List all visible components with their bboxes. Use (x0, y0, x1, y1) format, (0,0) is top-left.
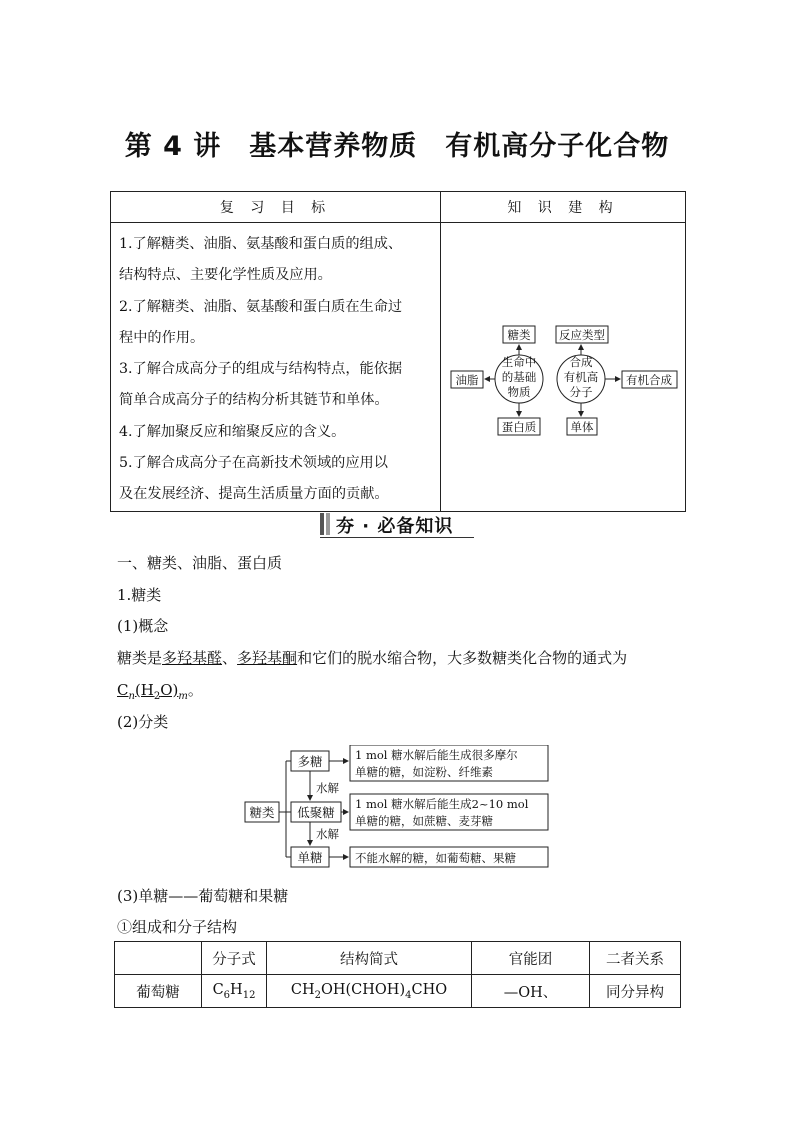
knowledge-diagram-cell (441, 223, 686, 512)
sub-composition: ①组成和分子结构 (117, 918, 238, 936)
properties-table (114, 941, 681, 1008)
functional-group: —OH、 (472, 975, 590, 1008)
header-cell: 分子式 (202, 942, 267, 975)
goals-cell (111, 223, 441, 512)
circle-text: 物质 (507, 385, 531, 399)
header-cell: 二者关系 (590, 942, 681, 975)
f: n (128, 691, 135, 702)
oligo-desc: 1 mol 糖水解后能生成2~10 mol (355, 797, 529, 811)
table-header-row (115, 942, 681, 975)
term-polyhydroxy-aldehyde: 多羟基醛 (162, 649, 223, 667)
box-text: 蛋白质 (501, 420, 537, 434)
f: C (212, 981, 224, 998)
knowledge-diagram (441, 223, 686, 505)
text: 和它们的脱水缩合物，大多数糖类化合物的通式为 (297, 649, 628, 667)
f: C (117, 681, 129, 699)
knowledge-header: 知 识 建 构 (441, 192, 686, 223)
goal-line: 1.了解糖类、油脂、氨基酸和蛋白质的组成、 (119, 236, 403, 252)
banner-bar (326, 513, 330, 535)
classification-diagram (244, 745, 554, 871)
f: H (230, 981, 243, 998)
sub-classification: (2)分类 (117, 713, 169, 731)
goal-line: 4.了解加聚反应和缩聚反应的含义。 (119, 423, 346, 440)
box-text: 反应类型 (559, 328, 605, 342)
hydrolysis-label: 水解 (316, 781, 339, 795)
mono-label: 单糖 (297, 850, 323, 865)
circle-text: 生命中 (501, 355, 537, 369)
box-text: 油脂 (455, 373, 479, 387)
concept-line (117, 647, 627, 668)
poly-label: 多糖 (297, 754, 323, 769)
goal-line: 5.了解合成高分子在高新技术领域的应用以 (119, 455, 388, 472)
poly-desc: 单糖的糖，如淀粉、纤维素 (355, 765, 493, 779)
text: 。 (187, 681, 203, 699)
f: 4 (405, 989, 412, 1001)
circle-text: 合成 (569, 355, 593, 369)
hydrolysis-label: 水解 (316, 827, 339, 841)
f: 12 (242, 989, 256, 1001)
banner-bar (320, 513, 324, 535)
header-cell: 官能团 (472, 942, 590, 975)
oligo-label: 低聚糖 (297, 805, 335, 820)
f: m (178, 691, 188, 702)
f: OH(CHOH) (320, 981, 406, 998)
general-formula (117, 681, 188, 702)
mono-desc: 不能水解的糖，如葡萄糖、果糖 (355, 851, 516, 865)
objectives-table (110, 191, 686, 512)
f: (H (134, 681, 154, 699)
header-cell (115, 942, 202, 975)
header-cell: 结构简式 (267, 942, 472, 975)
molecular-formula (202, 975, 267, 1008)
goal-line: 简单合成高分子的结构分析其链节和单体。 (119, 392, 389, 409)
structural-formula (267, 975, 472, 1008)
table-row (115, 975, 681, 1008)
circle-text: 有机高 (563, 370, 599, 384)
heading-sugars: 1.糖类 (117, 586, 162, 604)
sub-monosaccharides: (3)单糖——葡萄糖和果糖 (117, 887, 289, 905)
box-text: 有机合成 (626, 373, 672, 387)
text: 糖类是 (117, 649, 163, 667)
f: 2 (153, 691, 161, 702)
oligo-desc: 单糖的糖，如蔗糖、麦芽糖 (355, 814, 493, 828)
f: 2 (314, 989, 321, 1001)
root-label: 糖类 (249, 805, 275, 820)
box-text: 糖类 (507, 328, 531, 342)
banner-text: 夯 · 必备知识 (336, 516, 454, 537)
poly-desc: 1 mol 糖水解后能生成很多摩尔 (355, 748, 518, 762)
sub-concept: (1)概念 (117, 617, 169, 635)
section-banner (320, 511, 474, 538)
page-title: 第 4 讲 基本营养物质 有机高分子化合物 (124, 131, 670, 162)
goal-line: 程中的作用。 (119, 329, 205, 346)
f: CHO (411, 981, 448, 998)
relation: 同分异构 (590, 975, 681, 1008)
circle-text: 的基础 (501, 370, 537, 384)
goal-line: 2.了解糖类、油脂、氨基酸和蛋白质在生命过 (119, 298, 403, 315)
term-polyhydroxy-ketone: 多羟基酮 (237, 649, 298, 667)
goal-line: 及在发展经济、提高生活质量方面的贡献。 (119, 486, 389, 503)
f: CH (290, 981, 315, 998)
objectives-header: 复 习 目 标 (111, 192, 441, 223)
goal-line: 结构特点、主要化学性质及应用。 (119, 267, 332, 284)
row-name: 葡萄糖 (115, 975, 202, 1008)
text: 、 (222, 649, 238, 667)
circle-text: 分子 (569, 385, 593, 399)
box-text: 单体 (570, 420, 594, 434)
f: 6 (223, 989, 231, 1001)
formula-line (117, 679, 203, 702)
f: O) (160, 681, 179, 699)
heading-sugars-fats-proteins: 一、糖类、油脂、蛋白质 (117, 554, 283, 572)
goal-line: 3.了解合成高分子的组成与结构特点，能依据 (119, 361, 403, 378)
